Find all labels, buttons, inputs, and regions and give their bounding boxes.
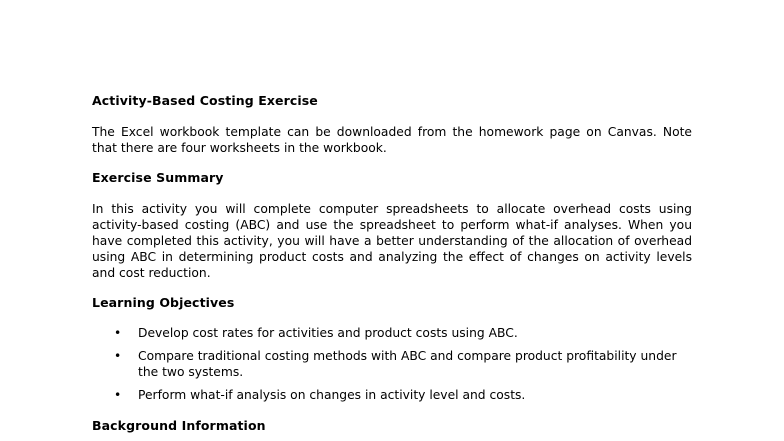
bullet-icon: • [114, 326, 122, 340]
list-item [92, 387, 692, 403]
document-title: Activity-Based Costing Exercise [92, 93, 318, 108]
section-heading-exercise-summary: Exercise Summary [92, 170, 224, 185]
list-item-text: Develop cost rates for activities and product costs using ABC. [138, 326, 518, 340]
bullet-icon: • [114, 349, 122, 363]
exercise-summary-paragraph: In this activity you will complete computer spreadsheets to allocate overhead costs using activity-based costing (ABC) and use the spreadsheet to perform what-if analyses. When you have completed this activity, you will have a better understanding of the allocation of overhead using ABC in determining product costs and analyzing the effect of changes on activity levels and cost reduction. [92, 202, 692, 280]
section-heading-background-information: Background Information [92, 418, 266, 433]
list-item [92, 348, 692, 380]
learning-objectives-list [92, 325, 692, 410]
list-item [92, 325, 692, 341]
section-heading-learning-objectives: Learning Objectives [92, 295, 235, 310]
list-item-text: Perform what-if analysis on changes in activity level and costs. [138, 388, 526, 402]
list-item-text: Compare traditional costing methods with ABC and compare product profitability under the two systems. [138, 349, 677, 379]
bullet-icon: • [114, 388, 122, 402]
intro-paragraph: The Excel workbook template can be downloaded from the homework page on Canvas. Note that there are four worksheets in the workbook. [92, 125, 692, 155]
